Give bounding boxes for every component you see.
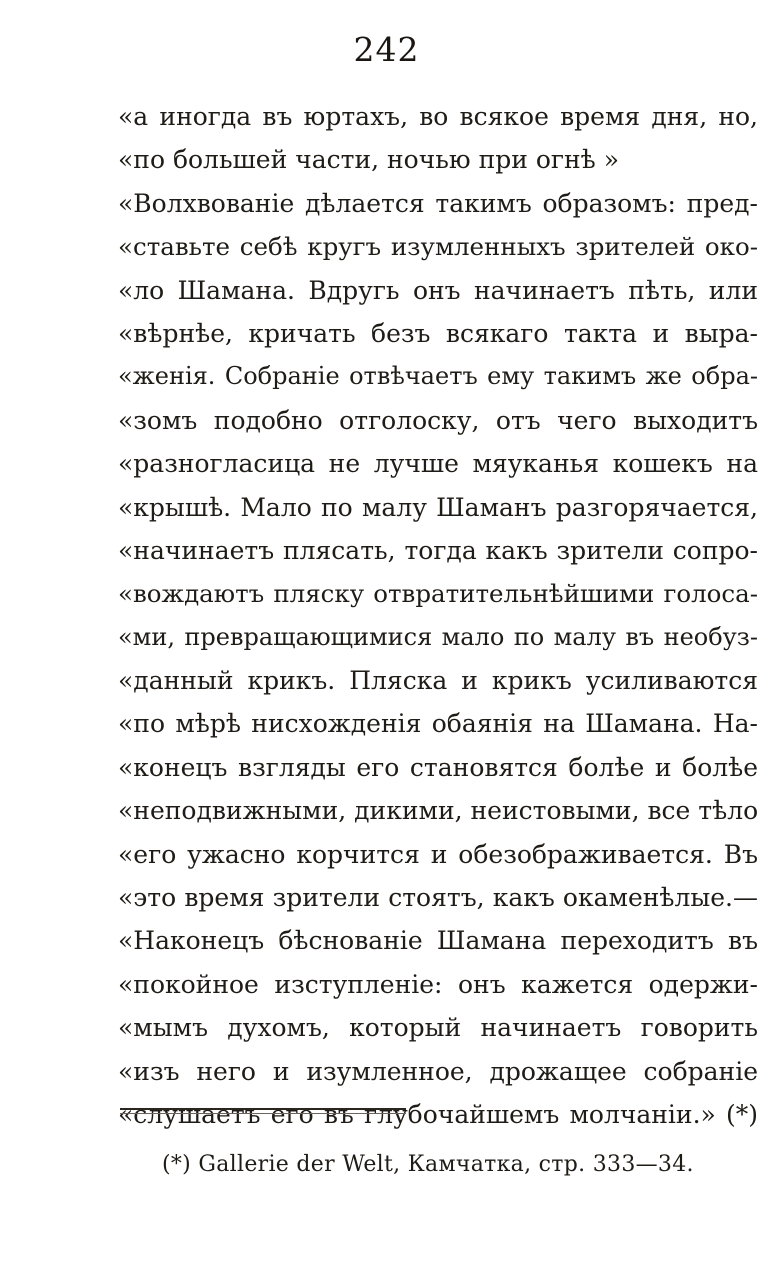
text-line: «его ужасно корчится и обезображивается. Въ [118, 839, 758, 869]
body-text [118, 95, 758, 1136]
text-line: «вѣрнѣе, кричать безъ всякаго такта и выра- [118, 318, 758, 348]
text-line: «данный крикъ. Пляска и крикъ усиливаются [118, 666, 758, 696]
text-line: «зомъ подобно отголоску, отъ чего выходитъ [118, 405, 758, 435]
text-line: «конецъ взгляды его становятся болѣе и болѣе [118, 752, 758, 782]
footnote-divider [120, 1108, 406, 1110]
text-line: «слушаетъ его въ глубочайшемъ молчаніи.» (*) [118, 1099, 758, 1129]
text-line: «ло Шамана. Вдругь онъ начинаетъ пѣть, или [118, 275, 758, 305]
text-line: «мымъ духомъ, который начинаетъ говорить [118, 1013, 758, 1043]
text-line: «Наконецъ бѣснованіе Шамана переходитъ въ [118, 926, 758, 956]
text-line: «а иногда въ юртахъ, во всякое время дня, но, [118, 102, 758, 131]
text-line: «по большей части, ночью при огнѣ » [118, 145, 619, 175]
text-line: «начинаетъ плясать, тогда какъ зрители сопро- [118, 535, 758, 565]
text-line: «покойное изступленіе: онъ кажется одержи- [118, 969, 758, 999]
text-line: «это время зрители стоятъ, какъ окаменѣлые.— [118, 883, 758, 913]
text-line: «женія. Собраніе отвѣчаетъ ему такимъ же обра- [118, 362, 758, 391]
text-line: «изъ него и изумленное, дрожащее собраніе [118, 1056, 758, 1086]
text-line: «неподвижными, дикими, неистовыми, все тѣло [118, 796, 758, 826]
footnote: (*) Gallerie der Welt, Камчатка, стр. 333—34. [162, 1152, 694, 1177]
page-number: 242 [353, 30, 420, 69]
text-line: «разногласица не лучше мяуканья кошекъ на [118, 449, 758, 479]
text-line: «ставьте себѣ кругъ изумленныхъ зрителей око- [118, 232, 758, 262]
text-line: «крышѣ. Мало по малу Шаманъ разгорячается, [118, 492, 758, 522]
text-line: «ми, превращающимися мало по малу въ необуз- [118, 622, 758, 651]
text-line: «вождаютъ пляску отвратительнѣйшими голоса- [118, 579, 758, 609]
text-line: «по мѣрѣ нисхожденія обаянія на Шамана. На- [118, 709, 758, 739]
text-line: «Волхвованіе дѣлается такимъ образомъ: пред- [118, 188, 758, 218]
